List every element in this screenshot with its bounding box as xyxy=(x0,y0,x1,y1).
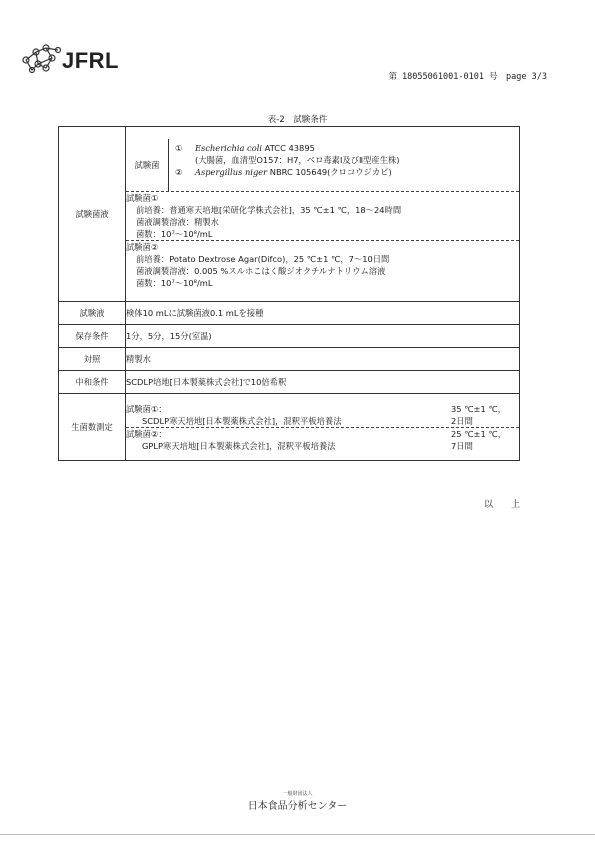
test-liquid-value: 検体10 mLに試験菌液0.1 mLを接種 xyxy=(126,302,520,325)
org-type: 一般財団法人 xyxy=(282,791,313,797)
strain2-code: NBRC 105649(クロコウジカビ) xyxy=(269,167,392,177)
s2-title: 試験菌② xyxy=(126,242,159,252)
end-mark: 以上 xyxy=(484,500,539,510)
strain1-sci-name: Escherichia coli xyxy=(195,143,263,153)
table-row xyxy=(59,325,520,348)
v2-title: 試験菌②： xyxy=(126,428,167,439)
v2-time: 7日間 xyxy=(451,440,473,451)
strain1-conditions xyxy=(126,192,519,241)
viable-count-cell xyxy=(126,394,520,461)
table-row xyxy=(59,394,520,461)
viable-strain2 xyxy=(126,428,519,452)
v2-temp: 25 ℃±1 ℃， xyxy=(451,428,506,439)
v2-method: GPLP寒天培地[日本製薬株式会社]，混釈平板培養法 xyxy=(142,440,336,451)
v1-time: 2日間 xyxy=(451,415,473,426)
s2-solution: 菌液調製溶液：0.005 %スルホこはく酸ジオクチルナトリウム溶液 xyxy=(136,266,386,276)
strain-label: 試験菌 xyxy=(126,139,169,191)
test-strain-header: 試験菌液 xyxy=(59,127,126,302)
storage-value: 1分，5分，15分(室温) xyxy=(126,325,520,348)
strain1-code: ATCC 43895 xyxy=(264,143,315,153)
table-row xyxy=(59,302,520,325)
neutral-header: 中和条件 xyxy=(59,371,126,394)
strain1-desc: (大腸菌，血清型O157：H7，ベロ毒素Ⅰ及びⅡ型産生株) xyxy=(195,155,400,165)
v1-title: 試験菌①： xyxy=(126,403,167,414)
org-name: 日本食品分析センター xyxy=(247,801,348,812)
bottom-rule xyxy=(0,834,595,835)
v1-method: SCDLP寒天培地[日本製薬株式会社]，混釈平板培養法 xyxy=(142,415,342,426)
s1-preculture: 前培養：普通寒天培地[栄研化学株式会社]，35 ℃±1 ℃，18～24時間 xyxy=(136,205,402,215)
logo-text: JFRL xyxy=(62,48,119,73)
s1-count: 菌数：10⁷～10⁸/mL xyxy=(136,229,213,239)
s1-title: 試験菌① xyxy=(126,193,159,203)
table-row xyxy=(59,348,520,371)
viable-count-header: 生菌数測定 xyxy=(59,394,126,461)
test-strain-cell xyxy=(126,127,520,302)
strain-list-block xyxy=(126,139,519,192)
s2-count: 菌数：10⁷～10⁸/mL xyxy=(136,278,213,288)
test-conditions-table xyxy=(58,126,520,461)
viable-strain1 xyxy=(126,403,519,428)
neutral-value: SCDLP培地[日本製薬株式会社]で10倍希釈 xyxy=(126,371,520,394)
test-liquid-header: 試験液 xyxy=(59,302,126,325)
document-number: 第 18055061001-0101 号 page 3/3 xyxy=(388,72,547,82)
strain1-mark: ① xyxy=(175,143,183,153)
strain2-mark: ② xyxy=(175,167,183,177)
table-caption: 表-2 試験条件 xyxy=(267,115,328,125)
table-row xyxy=(59,371,520,394)
table-row xyxy=(59,127,520,302)
control-value: 精製水 xyxy=(126,348,520,371)
strain2-conditions xyxy=(126,241,519,289)
strain2-sci-name: Aspergillus niger xyxy=(195,167,268,177)
control-header: 対照 xyxy=(59,348,126,371)
storage-header: 保存条件 xyxy=(59,325,126,348)
s2-preculture: 前培養：Potato Dextrose Agar(Difco)，25 ℃±1 ℃，7～10日間 xyxy=(136,254,390,264)
s1-solution: 菌液調製溶液：精製水 xyxy=(136,217,219,227)
v1-temp: 35 ℃±1 ℃， xyxy=(451,403,506,414)
